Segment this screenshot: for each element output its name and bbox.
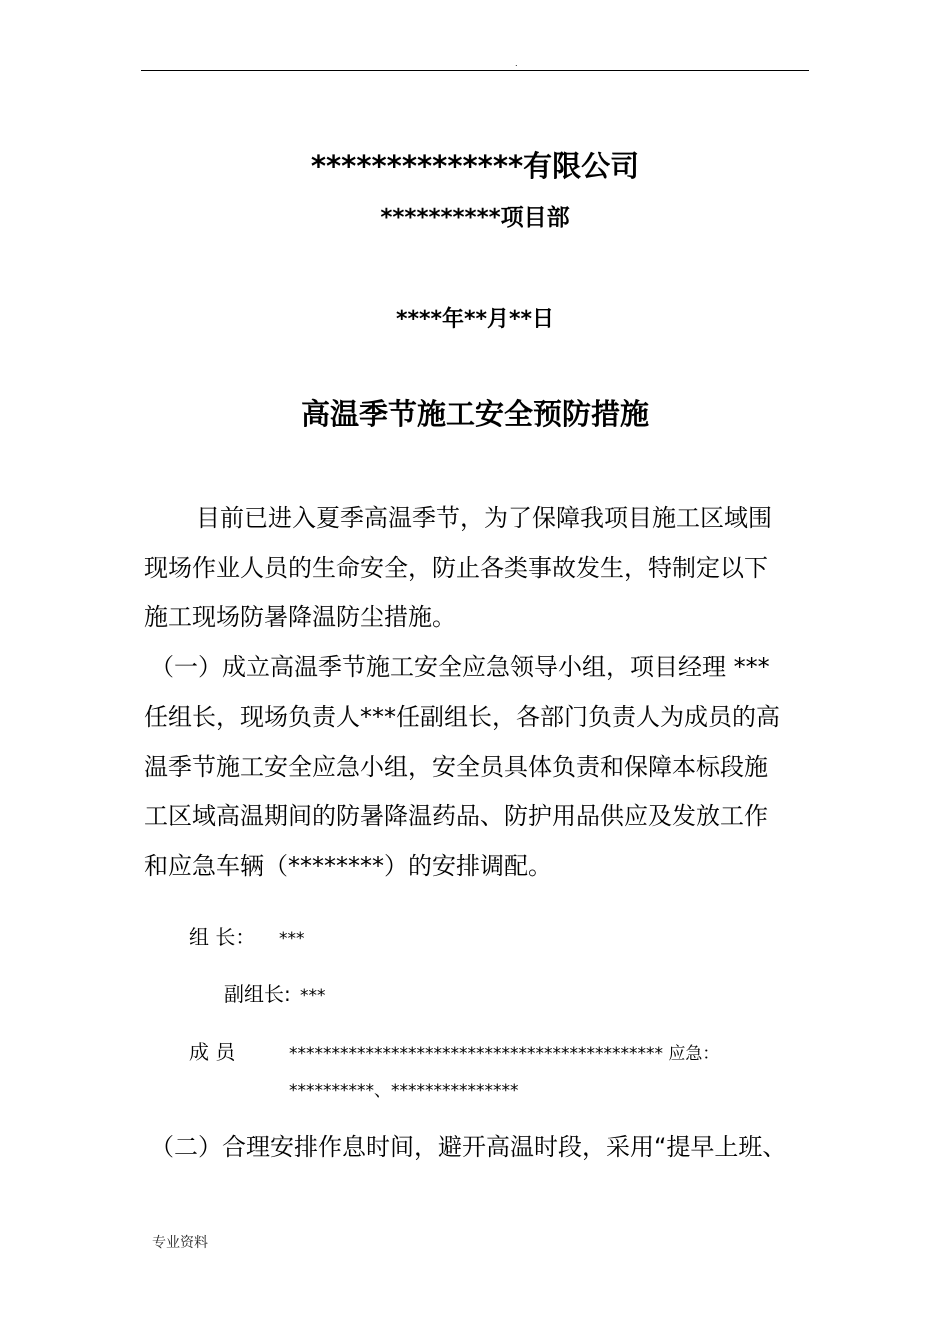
leader-value: ***	[279, 929, 305, 949]
section-1-line: 工区域高温期间的防暑降温药品、防护用品供应及发放工作	[144, 802, 768, 830]
section-1-line: （一）成立高温季节施工安全应急领导小组，项目经理 ***	[150, 653, 770, 681]
company-name: **************有限公司	[310, 149, 640, 183]
section-1-line: 温季节施工安全应急小组，安全员具体负责和保障本标段施	[144, 753, 768, 781]
intro-line: 现场作业人员的生命安全，防止各类事故发生，特制定以下	[144, 554, 768, 582]
header-mark: .	[515, 59, 518, 68]
section-1-line: 任组长，现场负责人***任副组长，各部门负责人为成员的高	[144, 703, 780, 731]
members-value-continued: **********、***************	[289, 1081, 519, 1101]
document-title: 高温季节施工安全预防措施	[300, 397, 649, 431]
department-name: **********项目部	[380, 205, 570, 231]
deputy-label: 副组长:	[224, 982, 291, 1006]
header-rule	[141, 70, 809, 71]
document-date: ****年**月**日	[395, 307, 555, 332]
members-label: 成 员	[189, 1040, 236, 1064]
section-2-line: （二）合理安排作息时间，避开高温时段，采用“提早上班、	[150, 1133, 787, 1161]
deputy-value: ***	[300, 986, 326, 1006]
intro-line: 施工现场防暑降温防尘措施。	[144, 603, 456, 631]
section-1-line: 和应急车辆（********）的安排调配。	[144, 852, 552, 880]
intro-line: 目前已进入夏季高温季节，为了保障我项目施工区域围	[196, 504, 772, 532]
members-value: ******************************************** 应急：	[289, 1044, 720, 1064]
footer-label: 专业资料	[152, 1235, 208, 1251]
leader-label: 组 长：	[189, 925, 256, 949]
